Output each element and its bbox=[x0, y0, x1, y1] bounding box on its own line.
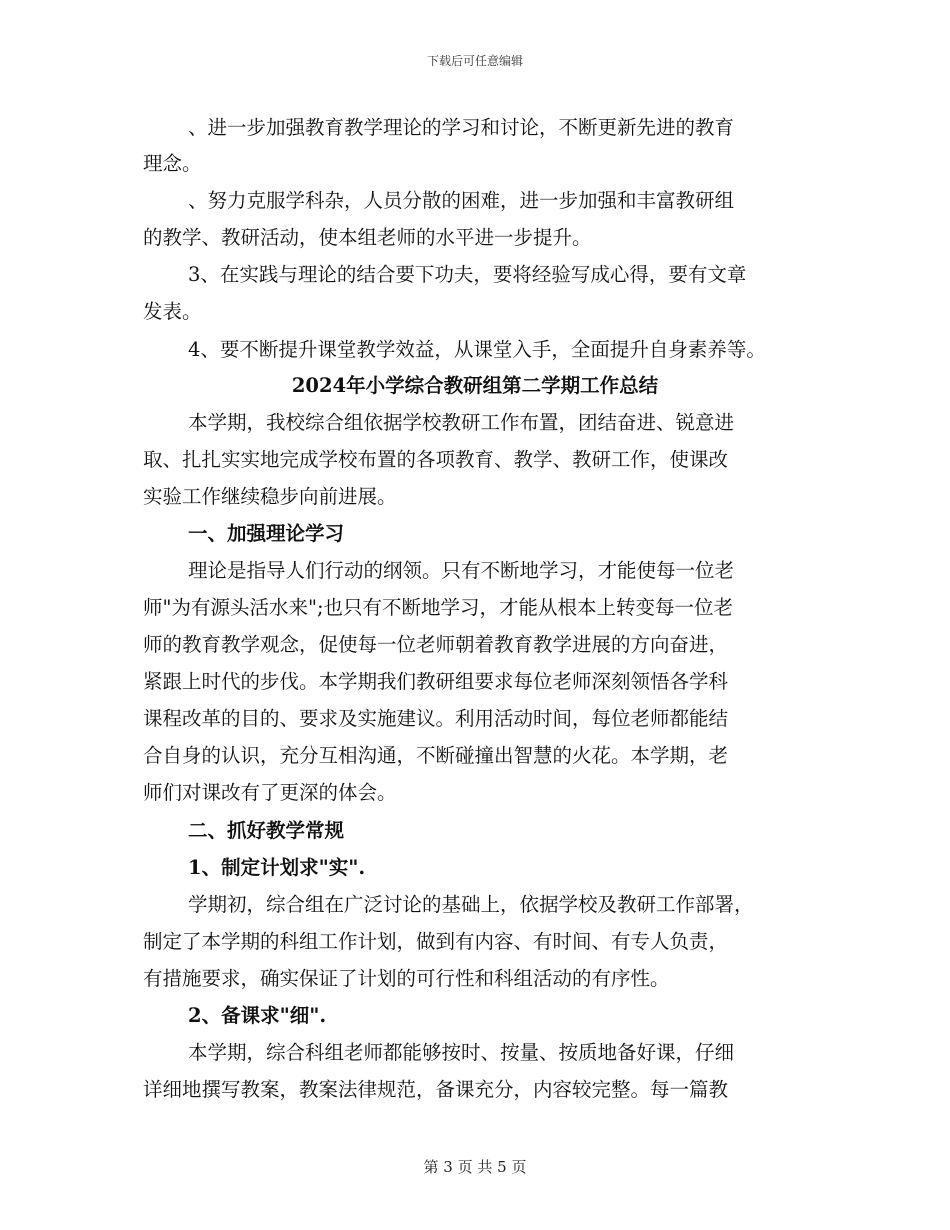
section-title: 2024年小学综合教研组第二学期工作总结 bbox=[291, 374, 659, 397]
paragraph-line: 师"为有源头活水来";也只有不断地学习，才能从根本上转变每一位老 bbox=[143, 596, 734, 619]
paragraph-line: 理念。 bbox=[143, 152, 202, 175]
paragraph-line: 实验工作继续稳步向前进展。 bbox=[143, 485, 397, 508]
paragraph-line: 师的教育教学观念，促使每一位老师朝着教育教学进展的方向奋进， bbox=[143, 633, 729, 656]
subsection-heading: 1、制定计划求"实". bbox=[188, 856, 366, 879]
paragraph-line: 取、扎扎实实地完成学校布置的各项教育、教学、教研工作，使课改 bbox=[143, 448, 729, 471]
page-footer: 第 3 页 共 5 页 bbox=[423, 1158, 527, 1176]
subsection-heading: 2、备课求"细". bbox=[188, 1004, 327, 1027]
paragraph-line: 的教学、教研活动，使本组老师的水平进一步提升。 bbox=[143, 226, 592, 249]
paragraph-line: 、努力克服学科杂，人员分散的困难，进一步加强和丰富教研组 bbox=[188, 189, 735, 212]
paragraph-line: 3、在实践与理论的结合要下功夫，要将经验写成心得，要有文章 bbox=[188, 263, 747, 286]
paragraph-line: 学期初，综合组在广泛讨论的基础上，依据学校及教研工作部署， bbox=[188, 893, 754, 916]
paragraph-line: 课程改革的目的、要求及实施建议。利用活动时间，每位老师都能结 bbox=[143, 707, 729, 730]
section-heading: 二、抓好教学常规 bbox=[188, 819, 345, 842]
paragraph-line: 紧跟上时代的步伐。本学期我们教研组要求每位老师深刻领悟各学科 bbox=[143, 670, 729, 693]
paragraph-line: 本学期，综合科组老师都能够按时、按量、按质地备好课，仔细 bbox=[188, 1041, 735, 1064]
paragraph-line: 有措施要求，确实保证了计划的可行性和科组活动的有序性。 bbox=[143, 967, 670, 990]
page-header: 下载后可任意编辑 bbox=[426, 54, 523, 68]
paragraph-line: 4、要不断提升课堂教学效益，从课堂入手，全面提升自身素养等。 bbox=[188, 338, 766, 361]
paragraph-line: 详细地撰写教案，教案法律规范，备课充分，内容较完整。每一篇教 bbox=[143, 1078, 729, 1101]
paragraph-line: 合自身的认识，充分互相沟通，不断碰撞出智慧的火花。本学期，老 bbox=[143, 744, 729, 767]
paragraph-line: 理论是指导人们行动的纲领。只有不断地学习，才能使每一位老 bbox=[188, 559, 735, 582]
paragraph-line: 制定了本学期的科组工作计划，做到有内容、有时间、有专人负责， bbox=[143, 930, 729, 953]
section-heading: 一、加强理论学习 bbox=[188, 522, 345, 545]
paragraph-line: 、进一步加强教育教学理论的学习和讨论，不断更新先进的教育 bbox=[188, 116, 735, 139]
paragraph-line: 本学期，我校综合组依据学校教研工作布置，团结奋进、锐意进 bbox=[188, 411, 735, 434]
paragraph-line: 发表。 bbox=[143, 300, 202, 323]
paragraph-line: 师们对课改有了更深的体会。 bbox=[143, 781, 397, 804]
